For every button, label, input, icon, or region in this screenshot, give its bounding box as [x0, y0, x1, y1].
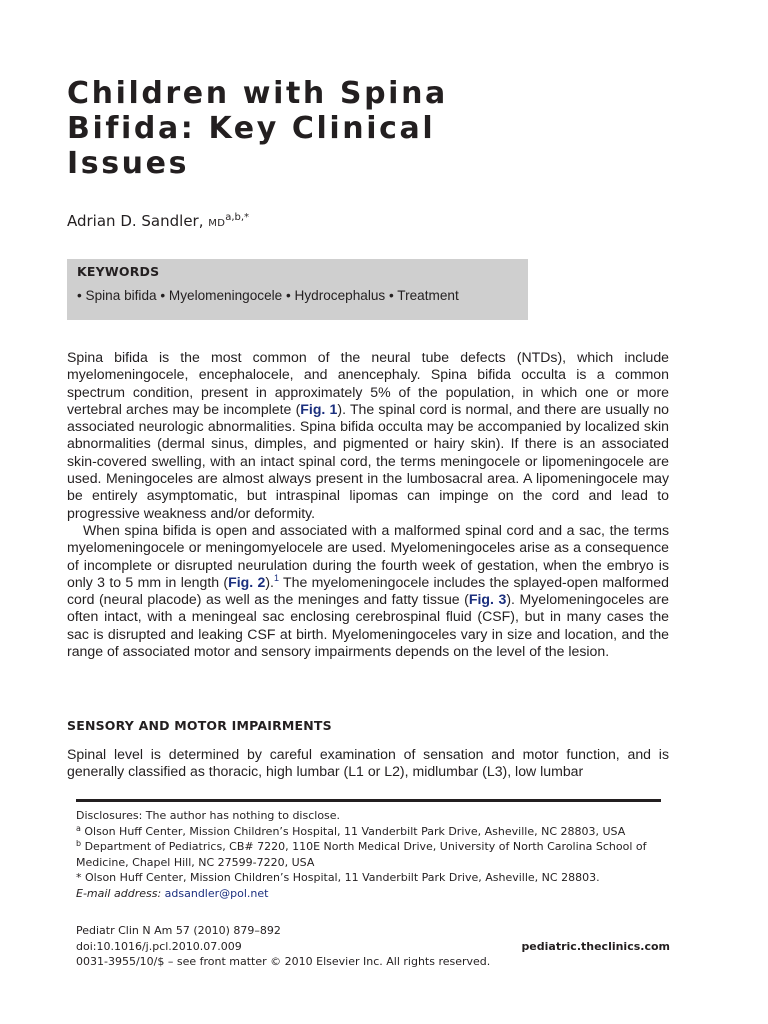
affiliation-mark: a [76, 823, 81, 833]
copyright: 0031-3955/10/$ – see front matter © 2010 Elsevier Inc. All rights reserved. [76, 955, 491, 968]
figure-3-link[interactable]: Fig. 3 [468, 591, 507, 608]
doi[interactable]: doi:10.1016/j.pcl.2010.07.009 [76, 939, 242, 953]
keywords-box [67, 259, 528, 320]
paragraph-text: The myelomeningocele includes the splayed-open malformed cord (neural placode) as well as the meninges and fatty tissue ( [67, 573, 669, 608]
reference-1-link[interactable]: 1 [273, 572, 279, 583]
figure-1-link[interactable]: Fig. 1 [300, 400, 338, 417]
footnote-divider [76, 799, 661, 802]
figure-2-link[interactable]: Fig. 2 [228, 573, 266, 590]
affiliation-text: Department of Pediatrics, CB# 7220, 110E North Medical Drive, University of North Carolina School of Medicine, Chapel Hill, NC 27599-7220, USA [76, 840, 647, 869]
disclosure-note: Disclosures: The author has nothing to disclose. [76, 809, 341, 822]
title-line: Issues [67, 146, 190, 181]
title-line: Bifida: Key Clinical [67, 111, 436, 146]
journal-info [76, 923, 670, 970]
paragraph-1 [67, 349, 669, 522]
article-title [67, 76, 527, 181]
keywords-heading: KEYWORDS [77, 264, 160, 279]
email-line [76, 886, 666, 902]
affiliation-a [76, 824, 666, 840]
journal-citation: Pediatr Clin N Am 57 (2010) 879–892 [76, 924, 281, 937]
email-label: E-mail address: [76, 886, 162, 900]
paragraph-text: Spina bifida is the most common of the neural tube defects (NTDs), which include myelomeningocele, encephalocele, and anencephaly. Spina bifida occulta is a common spectrum condition, present in approximately 5% of the population, in which one or more vertebral arches may be incomplete ( [67, 349, 669, 417]
author-name: Adrian D. Sandler, [67, 212, 204, 230]
paragraph-2 [67, 522, 669, 660]
paragraph-text: ). [265, 573, 274, 590]
corresponding-note: * Olson Huff Center, Mission Children’s Hospital, 11 Vanderbilt Park Drive, Asheville, NC 28803. [76, 871, 600, 884]
paragraph-text: When spina bifida is open and associated with a malformed spinal cord and a sac, the terms myelomeningocele or meningomyelocele are used. Myelomeningoceles arise as a consequence of incomplete or disrupted neurulation during the fourth week of gestation, when the embryo is only 3 to 5 mm in length ( [67, 521, 669, 590]
affiliation-text: Olson Huff Center, Mission Children’s Hospital, 11 Vanderbilt Park Drive, Asheville, NC 28803, USA [80, 824, 626, 838]
email-link[interactable]: adsandler@pol.net [164, 886, 269, 900]
paragraph-text: ). The spinal cord is normal, and there are usually no associated neurologic abnormalities. Spina bifida occulta may be accompanied by localized skin abnormalities (dermal sinus, dimples, and pigmented or hairy skin). If there is an associated skin-covered swelling, with an intact spinal cord, the terms meningocele or lipomeningocele are used. Meningoceles are almost always present in the lumbosacral area. A lipomeningocele may be entirely asymptomatic, but intraspinal lipomas can impinge on the cord and lead to progressive weakness and/or deformity. [67, 400, 669, 521]
affiliation-mark: b [76, 839, 82, 848]
author-affiliation-marks: a,b,* [225, 212, 250, 223]
section-heading: SENSORY AND MOTOR IMPAIRMENTS [67, 718, 332, 733]
article-body [67, 349, 669, 660]
doi-row [76, 939, 670, 955]
author-line [67, 212, 249, 230]
affiliation-b [76, 839, 666, 870]
section-paragraph: Spinal level is determined by careful examination of sensation and motor function, and is generally classified as thoracic, high lumbar (L1 or L2), midlumbar (L3), low lumbar [67, 746, 669, 780]
journal-site[interactable]: pediatric.theclinics.com [521, 939, 670, 953]
title-line: Children with Spina [67, 76, 448, 111]
footnotes [76, 808, 666, 901]
keywords-list: • Spina bifida • Myelomeningocele • Hydrocephalus • Treatment [77, 288, 459, 303]
author-degree: MD [208, 218, 226, 229]
paragraph-text: ). Myelomeningoceles are often intact, with a meningeal sac enclosing cerebrospinal fluid (CSF), but in many cases the sac is disrupted and leaking CSF at birth. Myelomeningoceles vary in size and location, and the range of associated motor and sensory impairments depends on the level of the lesion. [67, 591, 669, 660]
